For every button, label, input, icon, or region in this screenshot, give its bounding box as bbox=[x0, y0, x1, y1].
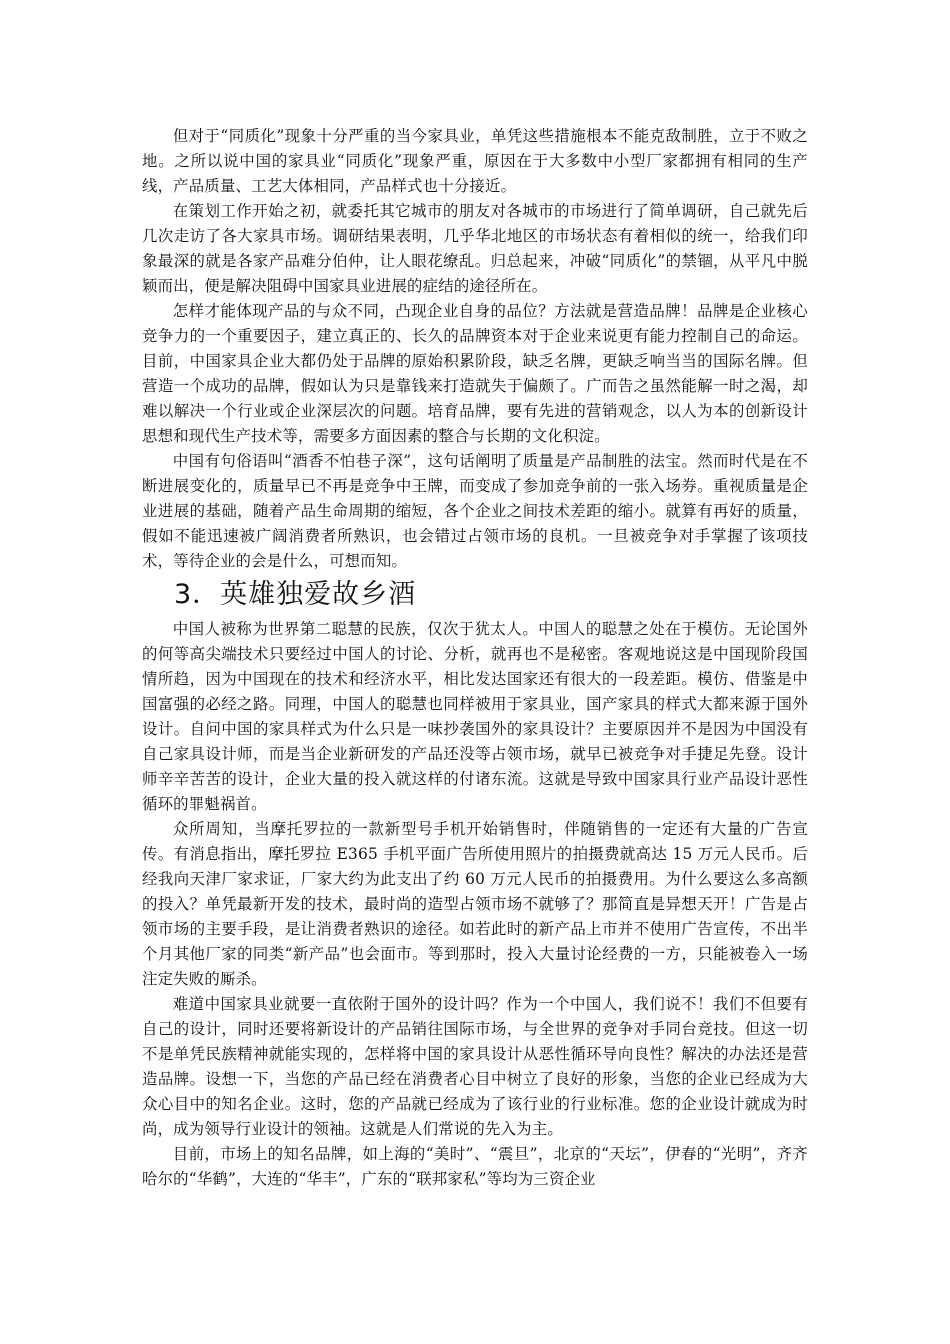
document-body bbox=[142, 124, 808, 1192]
section-heading: 3．英雄独爱故乡酒 bbox=[174, 579, 417, 610]
paragraph: 怎样才能体现产品的与众不同，凸现企业自身的品位？方法就是营造品牌！品牌是企业核心竞争力的一个重要因子，建立真正的、长久的品牌资本对于企业来说更有能力控制自己的命运。目前，中国家具企业大都仍处于品牌的原始积累阶段，缺乏名牌，更缺乏响当当的国际名牌。但营造一个成功的品牌，假如认为只是靠钱来打造就失于偏颇了。广而告之虽然能解一时之渴，却难以解决一个行业或企业深层次的问题。培育品牌，要有先进的营销观念，以人为本的创新设计思想和现代生产技术等，需要多方面因素的整合与长期的文化积淀。 bbox=[142, 302, 808, 445]
paragraph: 在策划工作开始之初，就委托其它城市的朋友对各城市的市场进行了简单调研，自己就先后几次走访了各大家具市场。调研结果表明，几乎华北地区的市场状态有着相似的统一，给我们印象最深的就是各家产品难分伯仲，让人眼花缭乱。归总起来，冲破“同质化”的禁锢，从平凡中脱颖而出，便是解决阻碍中国家具业进展的症结的途径所在。 bbox=[142, 202, 808, 295]
paragraph: 目前，市场上的知名品牌，如上海的“美时”、“震旦”，北京的“天坛”，伊春的“光明”，齐齐哈尔的“华鹤”，大连的“华丰”，广东的“联邦家私”等均为三资企业 bbox=[142, 1145, 808, 1188]
paragraph: 中国有句俗语叫“酒香不怕巷子深”，这句话阐明了质量是产品制胜的法宝。然而时代是在不断进展变化的，质量早已不再是竞争中王牌，而变成了参加竞争前的一张入场券。重视质量是企业进展的基础，随着产品生命周期的缩短，各个企业之间技术差距的缩小。就算有再好的质量，假如不能迅速被广阔消费者所熟识，也会错过占领市场的良机。一旦被竞争对手掌握了该项技术，等待企业的会是什么，可想而知。 bbox=[142, 452, 808, 570]
paragraph: 难道中国家具业就要一直依附于国外的设计吗？作为一个中国人，我们说不！我们不但要有自己的设计，同时还要将新设计的产品销往国际市场，与全世界的竞争对手同台竞技。但这一切不是单凭民族精神就能实现的，怎样将中国的家具设计从恶性循环导向良性？解决的办法还是营造品牌。设想一下，当您的产品已经在消费者心目中树立了良好的形象，当您的企业已经成为大众心目中的知名企业。这时，您的产品就已经成为了该行业的行业标准。您的企业设计就成为时尚，成为领导行业设计的领袖。这就是人们常说的先入为主。 bbox=[142, 995, 808, 1138]
paragraph: 众所周知，当摩托罗拉的一款新型号手机开始销售时，伴随销售的一定还有大量的广告宣传。有消息指出，摩托罗拉 E365 手机平面广告所使用照片的拍摄费就高达 15 万元人民币。后经我向天津厂家求证，厂家大约为此支出了约 60 万元人民币的拍摄费用。为什么要这么多高额的投入？单凭最新开发的技术，最时尚的造型占领市场不就够了？那简直是异想天开！广告是占领市场的主要手段，是让消费者熟识的途径。如若此时的新产品上市并不使用广告宣传，不出半个月其他厂家的同类“新产品”也会面市。等到那时，投入大量讨论经费的一方，只能被卷入一场注定失败的厮杀。 bbox=[142, 820, 808, 988]
paragraph: 但对于“同质化”现象十分严重的当今家具业，单凭这些措施根本不能克敌制胜，立于不败之地。之所以说中国的家具业“同质化”现象严重，原因在于大多数中小型厂家都拥有相同的生产线，产品质量、工艺大体相同，产品样式也十分接近。 bbox=[142, 127, 808, 195]
paragraph: 中国人被称为世界第二聪慧的民族，仅次于犹太人。中国人的聪慧之处在于模仿。无论国外的何等高尖端技术只要经过中国人的讨论、分析，就再也不是秘密。客观地说这是中国现阶段国情所趋，因为中国现在的技术和经济水平，相比发达国家还有很大的一段差距。模仿、借鉴是中国富强的必经之路。同理，中国人的聪慧也同样被用于家具业，国产家具的样式大都来源于国外设计。自问中国的家具样式为什么只是一味抄袭国外的家具设计？主要原因并不是因为中国没有自己家具设计师，而是当企业新研发的产品还没等占领市场，就早已被竞争对手捷足先登。设计师辛辛苦苦的设计，企业大量的投入就这样的付诸东流。这就是导致中国家具行业产品设计恶性循环的罪魁祸首。 bbox=[142, 620, 808, 813]
